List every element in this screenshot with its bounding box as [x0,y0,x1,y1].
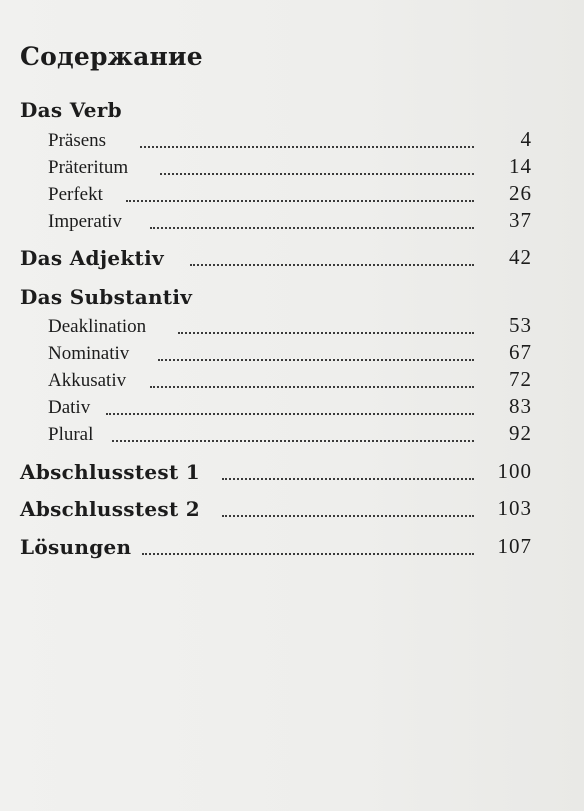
entry-label: Perfekt [48,184,103,205]
dot-leader [222,478,474,480]
toc-entry-plural[interactable] [0,420,584,450]
entry-label: Plural [48,424,94,445]
entry-label: Dativ [48,397,91,418]
dot-leader [160,173,474,175]
page-title: Содержание [20,42,203,71]
entry-page-number: 72 [509,367,532,391]
entry-page-number: 42 [509,245,532,269]
toc-entry-praeteritum[interactable] [0,153,584,183]
toc-entry-abschlusstest-1[interactable] [0,458,584,488]
dot-leader [178,332,474,334]
entry-page-number: 107 [497,534,532,558]
entry-page-number: 53 [509,313,532,337]
entry-page-number: 14 [509,154,532,178]
entry-page-number: 4 [520,127,532,151]
toc-entry-akkusativ[interactable] [0,366,584,396]
toc-entry-praesens[interactable] [0,126,584,156]
toc-entry-imperativ[interactable] [0,207,584,237]
toc-entry-perfekt[interactable] [0,180,584,210]
dot-leader [150,386,474,388]
dot-leader [190,264,474,266]
section-heading-substantiv[interactable] [0,283,584,313]
dot-leader [112,440,474,442]
entry-label: Deaklination [48,316,147,337]
entry-label: Akkusativ [48,370,127,391]
section-heading-verb[interactable] [0,96,584,126]
dot-leader [158,359,474,361]
dot-leader [222,515,474,517]
entry-page-number: 37 [509,208,532,232]
section-heading-label: Das Adjektiv [20,246,164,270]
toc-entry-adjektiv[interactable] [0,244,584,274]
section-heading-label: Lösungen [20,535,132,559]
entry-page-number: 92 [509,421,532,445]
toc-entry-nominativ[interactable] [0,339,584,369]
entry-page-number: 100 [497,459,532,483]
entry-page-number: 26 [509,181,532,205]
entry-page-number: 83 [509,394,532,418]
entry-page-number: 67 [509,340,532,364]
section-heading-label: Das Verb [20,98,122,122]
section-heading-label: Das Substantiv [20,285,193,309]
dot-leader [140,146,474,148]
entry-label: Präteritum [48,157,129,178]
entry-label: Präsens [48,130,107,151]
section-heading-label: Abschlusstest 1 [20,460,200,484]
dot-leader [142,553,474,555]
toc-entry-dativ[interactable] [0,393,584,423]
toc-entry-deaklination[interactable] [0,312,584,342]
entry-page-number: 103 [497,496,532,520]
dot-leader [150,227,474,229]
toc-entry-abschlusstest-2[interactable] [0,495,584,525]
dot-leader [106,413,474,415]
dot-leader [126,200,474,202]
section-heading-label: Abschlusstest 2 [20,497,200,521]
entry-label: Nominativ [48,343,130,364]
entry-label: Imperativ [48,211,122,232]
toc-entry-loesungen[interactable] [0,533,584,563]
